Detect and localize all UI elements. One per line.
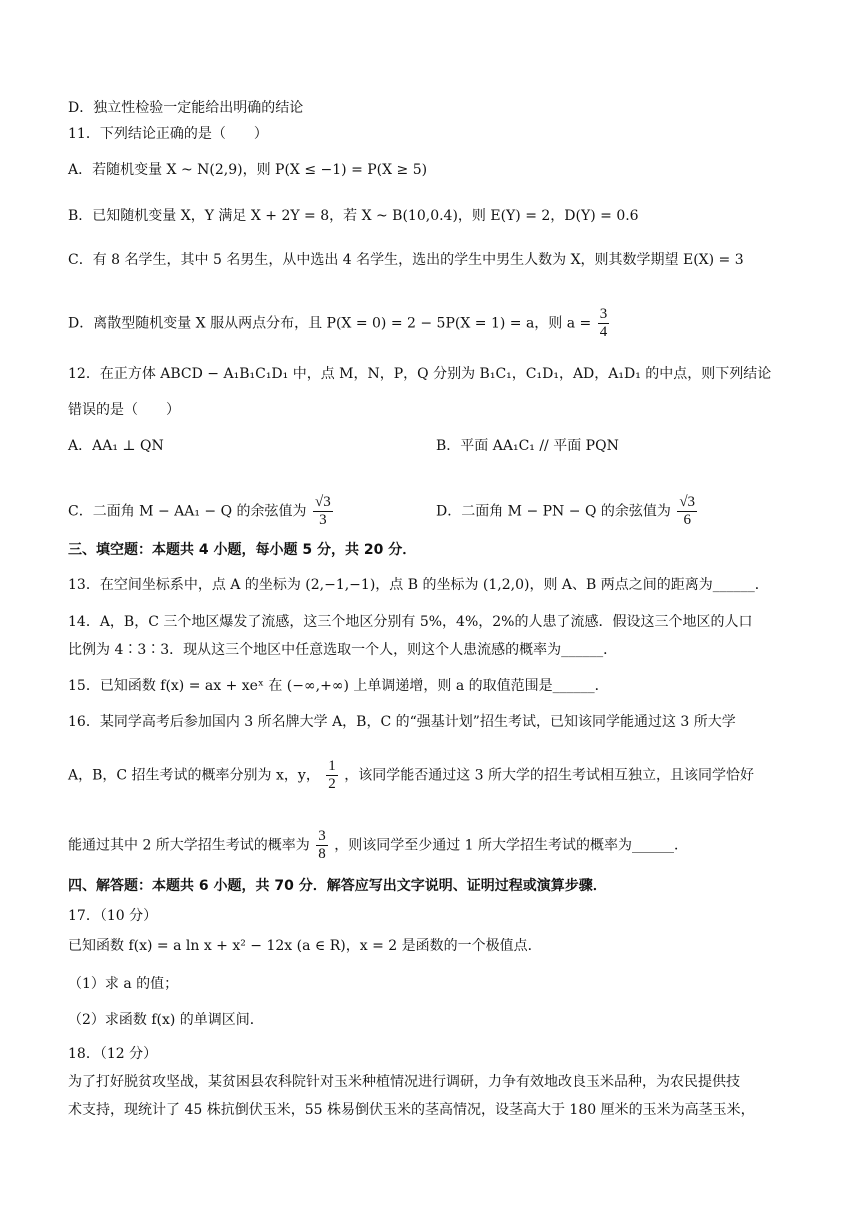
question-13: 13．在空间坐标系中，点 A 的坐标为 (2,−1,−1)，点 B 的坐标为 (1,2,0)，则 A、B 两点之间的距离为______． [68, 577, 769, 593]
section-3-heading: 三、填空题：本题共 4 小题，每小题 5 分，共 20 分． [68, 542, 417, 558]
section-4-heading: 四、解答题：本题共 6 小题，共 70 分．解答应写出文字说明、证明过程或演算步骤． [68, 878, 607, 894]
question-11-option-b: B．已知随机变量 X，Y 满足 X + 2Y = 8，若 X ~ B(10,0.4)，则 E(Y) = 2，D(Y) = 0.6 [68, 208, 639, 224]
question-18-line2: 术支持，现统计了 45 株抗倒伏玉米，55 株易倒伏玉米的茎高情况，设茎高大于 180 厘米的玉米为高茎玉米， [68, 1102, 755, 1118]
fraction-sqrt3-3: $\frac{√3}{3}$ [314, 494, 331, 528]
question-17-header: 17．（10 分） [68, 908, 158, 924]
question-12-option-d [436, 494, 699, 529]
question-14-line1: 14．A，B，C 三个地区爆发了流感，这三个地区分别有 5%，4%，2%的人患了流感．假设这三个地区的人口 [68, 614, 753, 630]
question-17-part-1: （1）求 a 的值； [68, 976, 179, 992]
question-14-line2: 比例为 4∶3∶3．现从这三个地区中任意选取一个人，则这个人患流感的概率为______． [68, 642, 618, 658]
question-18-line1: 为了打好脱贫攻坚战，某贫困县农科院针对玉米种植情况进行调研，力争有效地改良玉米品种，为农民提供技 [68, 1074, 740, 1090]
question-12-option-b: B．平面 AA₁C₁ // 平面 PQN [436, 438, 619, 454]
question-17-part-2: （2）求函数 f(x) 的单调区间． [68, 1012, 264, 1028]
question-16-line2 [68, 758, 754, 793]
question-12-option-c-text: C．二面角 M − AA₁ − Q 的余弦值为 [68, 503, 307, 520]
question-12-stem-cont: 错误的是（ ） [68, 402, 180, 418]
question-17-stem: 已知函数 f(x) = a ln x + x² − 12x (a ∈ R)，x = 2 是函数的一个极值点． [68, 938, 542, 954]
fraction-sqrt3-6: $\frac{√3}{6}$ [679, 494, 696, 528]
question-18-header: 18．（12 分） [68, 1046, 158, 1062]
question-11-stem: 11．下列结论正确的是（ ） [68, 126, 268, 142]
question-16-line2-a: A，B，C 招生考试的概率分别为 x，y， [68, 767, 320, 784]
question-16-line3-a: 能通过其中 2 所大学招生考试的概率为 [68, 837, 310, 854]
question-16-line3 [68, 828, 688, 863]
question-12-option-c [68, 494, 335, 529]
question-16-line1: 16．某同学高考后参加国内 3 所名牌大学 A，B，C 的“强基计划”招生考试，已知该同学能通过这 3 所大学 [68, 714, 736, 730]
question-16-line2-b: ，该同学能否通过这 3 所大学的招生考试相互独立，且该同学恰好 [344, 767, 755, 784]
fraction-3-4: $\frac{3}{4}$ [599, 306, 608, 340]
question-12-option-d-text: D．二面角 M − PN − Q 的余弦值为 [436, 503, 671, 520]
question-11-option-d [68, 306, 611, 341]
question-15: 15．已知函数 f(x) = ax + xeˣ 在 (−∞,+∞) 上单调递增，则 a 的取值范围是______． [68, 678, 609, 694]
question-12-stem: 12．在正方体 ABCD − A₁B₁C₁D₁ 中，点 M，N，P，Q 分别为 B₁C₁，C₁D₁，AD，A₁D₁ 的中点，则下列结论 [68, 366, 772, 382]
question-16-line3-b: ，则该同学至少通过 1 所大学招生考试的概率为______． [334, 837, 689, 854]
question-11-option-c: C．有 8 名学生，其中 5 名男生，从中选出 4 名学生，选出的学生中男生人数为 X，则其数学期望 E(X) = 3 [68, 252, 744, 268]
question-12-option-a: A．AA₁ ⊥ QN [68, 438, 164, 454]
fraction-3-8: $\frac{3}{8}$ [318, 828, 326, 862]
question-11-option-d-text: D．离散型随机变量 X 服从两点分布，且 P(X = 0) = 2 − 5P(X = 1) = a，则 a = [68, 315, 592, 332]
line-10d: D．独立性检验一定能给出明确的结论 [68, 100, 304, 116]
question-11-option-a: A．若随机变量 X ~ N(2,9)，则 P(X ≤ −1) = P(X ≥ 5) [68, 162, 428, 178]
fraction-1-2: $\frac{1}{2}$ [328, 758, 336, 792]
